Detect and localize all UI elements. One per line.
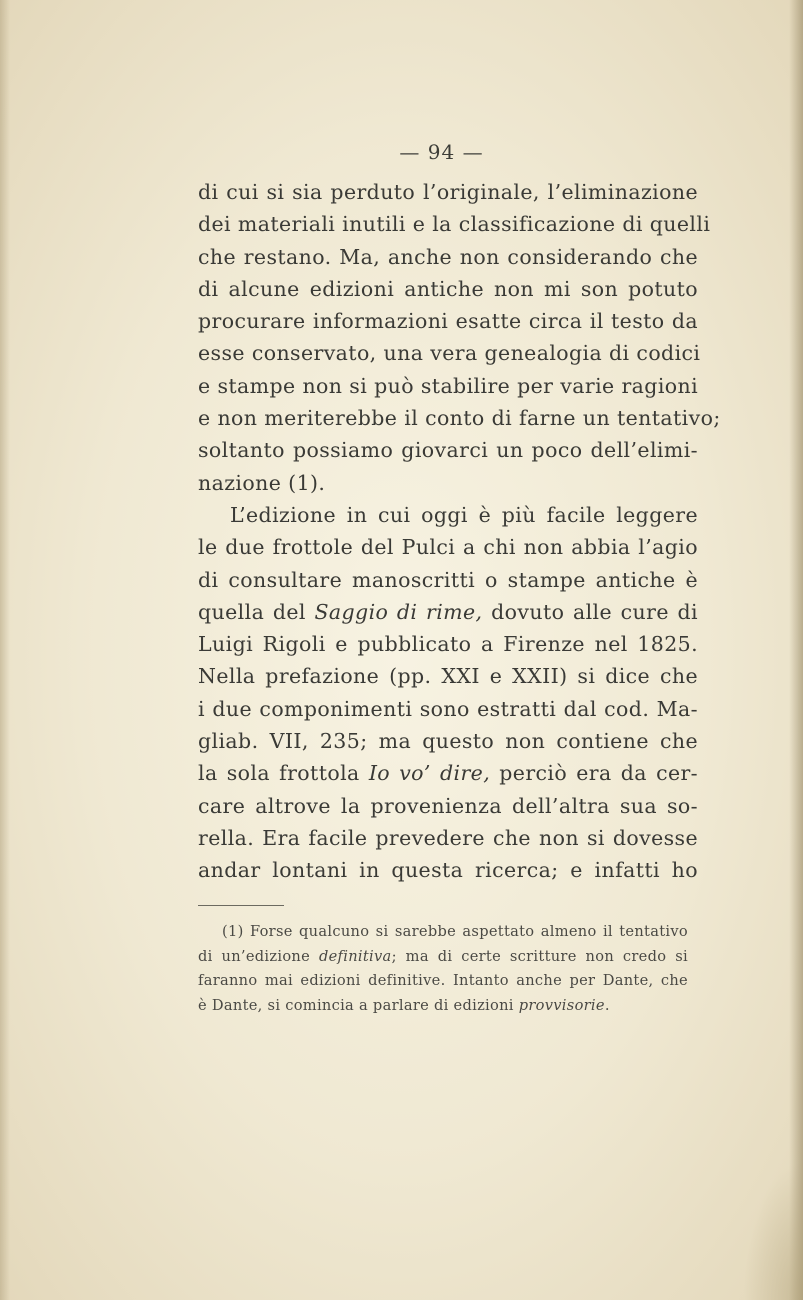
text-line: di consultare manoscritti o stampe antiche è: [198, 567, 698, 592]
text-line: soltanto possiamo giovarci un poco dell’elimi-: [198, 438, 698, 463]
text-line: le due frottole del Pulci a chi non abbia l’agio: [198, 535, 698, 560]
footnote-line: [198, 945, 688, 970]
text-segment: la sola frottola: [198, 761, 369, 786]
text-line: dei materiali inutili e la classificazione di quelli: [198, 212, 711, 237]
text-segment: è Dante, si comincia a parlare di edizioni: [198, 996, 519, 1014]
text-line: Nella prefazione (pp. XXI e XXII) si dice che: [198, 664, 698, 689]
page-edge-left: [0, 0, 10, 1300]
text-line: [198, 596, 698, 628]
text-line: nazione (1).: [198, 470, 326, 495]
footnote-line: (1) Forse qualcuno si sarebbe aspettato almeno il tentativo: [222, 923, 688, 940]
footnote-italic: provvisorie: [518, 996, 605, 1014]
text-line: [198, 757, 698, 789]
footnote-divider: [198, 905, 284, 906]
poem-title-italic: Io vo’ dire,: [368, 761, 491, 786]
text-line: esse conservato, una vera genealogia di codici: [198, 341, 701, 366]
footnote: [198, 920, 688, 1018]
text-line: andar lontani in questa ricerca; e infatti ho: [198, 858, 698, 883]
text-segment: ; ma di certe scritture non credo si: [391, 947, 688, 965]
text-line: di cui si sia perduto l’originale, l’eliminazione: [198, 180, 698, 204]
text-line: rella. Era facile prevedere che non si dovesse: [198, 825, 698, 850]
text-line: care altrove la provenienza dell’altra sua so-: [198, 793, 698, 818]
text-segment: dovuto alle cure di: [482, 599, 698, 624]
text-segment: di un’edizione: [198, 947, 319, 965]
footnote-line: faranno mai edizioni definitive. Intanto anche per Dante, che: [198, 972, 688, 989]
page-stain: [743, 1160, 803, 1300]
text-line: gliab. VII, 235; ma questo non contiene che: [198, 729, 698, 754]
text-line: e stampe non si può stabilire per varie ragioni: [198, 373, 699, 398]
body-text: [198, 176, 721, 887]
text-line: Luigi Rigoli e pubblicato a Firenze nel 1825.: [198, 632, 698, 657]
footnote-line: [198, 994, 688, 1019]
paragraph-start: L’edizione in cui oggi è più facile leggere: [230, 502, 698, 527]
page-edge-right: [789, 0, 803, 1300]
text-line: di alcune edizioni antiche non mi son potuto: [198, 276, 698, 301]
text-segment: perciò era da cer-: [490, 761, 699, 786]
book-title-italic: Saggio di rime,: [314, 599, 483, 624]
text-line: che restano. Ma, anche non considerando che: [198, 244, 698, 269]
text-line: e non meriterebbe il conto di farne un tentativo;: [198, 406, 721, 431]
footnote-italic: definitiva: [318, 947, 392, 965]
page-number: — 94 —: [399, 140, 484, 164]
text-line: procurare informazioni esatte circa il testo da: [198, 309, 698, 334]
text-line: i due componimenti sono estratti dal cod. Ma-: [198, 696, 698, 721]
text-segment: quella del: [198, 599, 315, 624]
text-segment: .: [604, 996, 610, 1014]
